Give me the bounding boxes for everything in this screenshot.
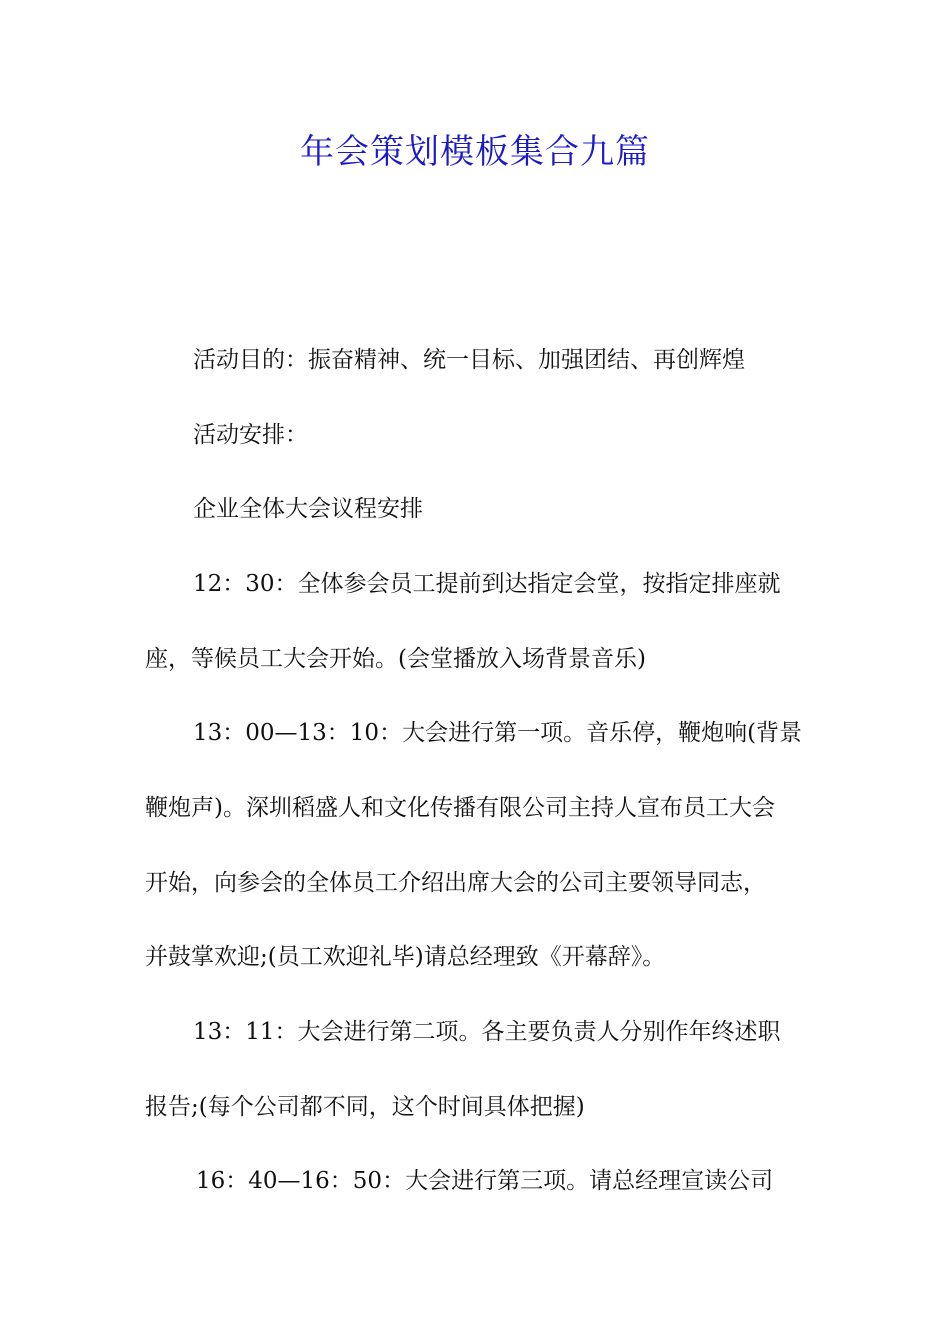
paragraph-line: 鞭炮声)。深圳稻盛人和文化传播有限公司主持人宣布员工大会: [145, 795, 775, 821]
paragraph-line: 报告;(每个公司都不同，这个时间具体把握): [145, 1094, 585, 1120]
paragraph-line: 开始，向参会的全体员工介绍出席大会的公司主要领导同志，: [145, 870, 766, 896]
paragraph-line: 企业全体大会议程安排: [193, 496, 423, 522]
paragraph-line: 12：30：全体参会员工提前到达指定会堂，按指定排座就: [193, 571, 781, 597]
paragraph-line: 13：00—13：10：大会进行第一项。音乐停，鞭炮响(背景: [193, 720, 803, 746]
paragraph-line: 并鼓掌欢迎;(员工欢迎礼毕)请总经理致《开幕辞》。: [145, 944, 666, 970]
paragraph-line: 13：11：大会进行第二项。各主要负责人分别作年终述职: [193, 1019, 781, 1045]
paragraph-line: 座，等候员工大会开始。(会堂播放入场背景音乐): [145, 646, 646, 672]
document-title: 年会策划模板集合九篇: [300, 132, 650, 172]
paragraph-line: 16：40—16：50：大会进行第三项。请总经理宣读公司: [196, 1168, 774, 1194]
paragraph-line: 活动目的：振奋精神、统一目标、加强团结、再创辉煌: [193, 347, 745, 373]
paragraph-line: 活动安排：: [193, 422, 308, 448]
